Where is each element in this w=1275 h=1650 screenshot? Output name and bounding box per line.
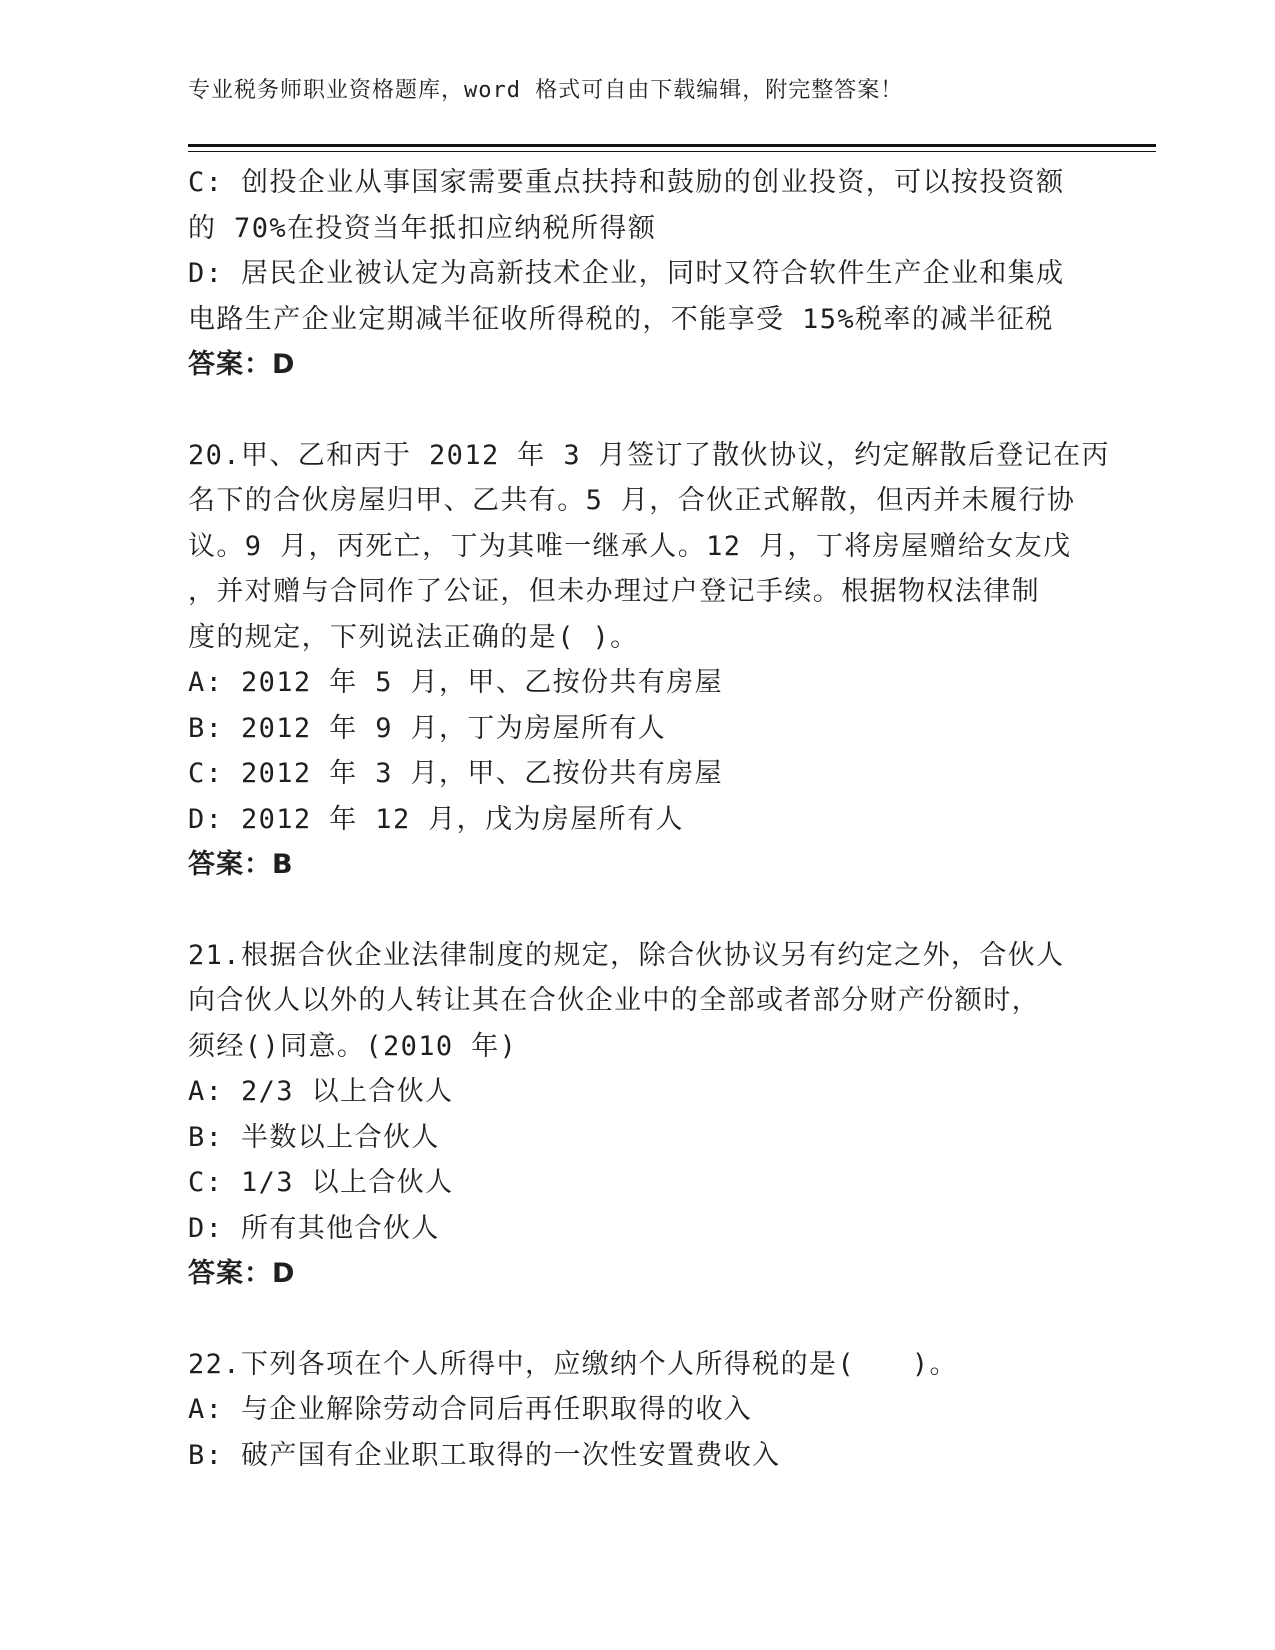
spacer [188,888,1088,933]
option-b: B: 2012 年 9 月，丁为房屋所有人 [188,712,667,744]
prev-question-block [188,160,1088,388]
question-stem-line: 名下的合伙房屋归甲、乙共有。5 月，合伙正式解散，但丙并未履行协 [188,485,1076,516]
question-22 [188,1342,1088,1479]
option-c: C: 1/3 以上合伙人 [188,1167,454,1198]
question-stem-line: 20.甲、乙和丙于 2012 年 3 月签订了散伙协议，约定解散后登记在丙 [188,439,1110,471]
option-a: A: 与企业解除劳动合同后再任职取得的收入 [188,1394,753,1425]
header-rule-thin [188,151,1156,152]
option-c: C: 2012 年 3 月，甲、乙按份共有房屋 [188,758,724,789]
option-b: B: 破产国有企业职工取得的一次性安置费收入 [188,1439,781,1471]
option-d-line-1: D: 居民企业被认定为高新技术企业，同时又符合软件生产企业和集成 [188,258,1065,289]
option-d: D: 所有其他合伙人 [188,1212,440,1244]
question-stem-line: 议。9 月，丙死亡，丁为其唯一继承人。12 月，丁将房屋赠给女友戊 [188,530,1072,562]
question-21 [188,933,1088,1297]
answer-label: 答案：D [188,1258,296,1289]
answer-label: 答案：D [188,349,296,380]
spacer [188,388,1088,433]
header-rule-thick [188,144,1156,147]
option-a: A: 2/3 以上合伙人 [188,1076,454,1107]
option-a: A: 2012 年 5 月，甲、乙按份共有房屋 [188,667,724,698]
option-b: B: 半数以上合伙人 [188,1121,440,1153]
header-text: 专业税务师职业资格题库，word 格式可自由下载编辑，附完整答案！ [188,78,904,103]
question-stem-line: 向合伙人以外的人转让其在合伙企业中的全部或者部分财产份额时， [188,985,1040,1016]
question-stem-line: 22.下列各项在个人所得中，应缴纳个人所得税的是( )。 [188,1348,958,1380]
option-c-line-1: C: 创投企业从事国家需要重点扶持和鼓励的创业投资，可以按投资额 [188,167,1065,198]
spacer [188,1297,1088,1342]
question-stem-line: 须经()同意。(2010 年) [188,1030,518,1062]
option-d-line-2: 电路生产企业定期减半征收所得税的，不能享受 15%税率的减半征税 [188,303,1054,335]
question-stem-line: 21.根据合伙企业法律制度的规定，除合伙协议另有约定之外，合伙人 [188,939,1065,971]
document-body [188,160,1110,1478]
question-stem-line: 度的规定，下列说法正确的是( )。 [188,621,639,653]
option-c-line-2: 的 70%在投资当年抵扣应纳税所得额 [188,212,657,244]
question-stem-line: ，并对赠与合同作了公证，但未办理过户登记手续。根据物权法律制 [188,576,1040,607]
answer-label: 答案：B [188,849,294,880]
question-20 [188,433,1110,888]
option-d: D: 2012 年 12 月，戊为房屋所有人 [188,803,684,835]
